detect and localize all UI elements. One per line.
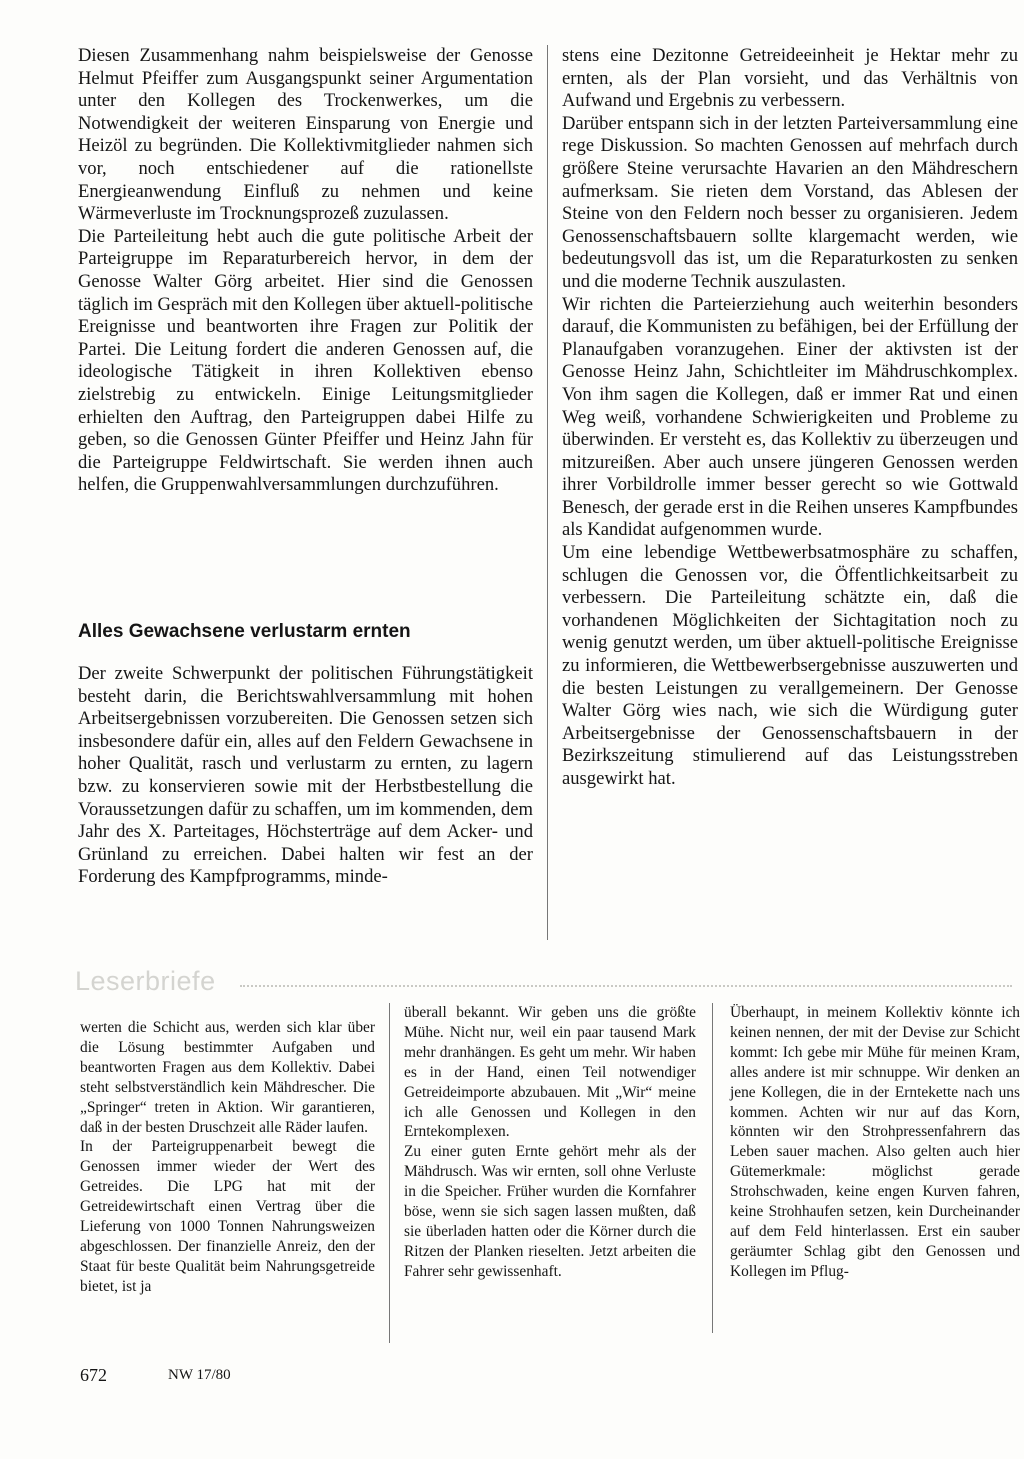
- paragraph: Diesen Zusammenhang nahm beispielsweise der Genosse Helmut Pfeiffer zum Ausgangspunkt seiner Argumentation unter den Kollegen des Trockenwerkes, um die Notwendigkeit der weiteren Einsparung von Energie und Heizöl zu begründen. Die Kollektivmitglieder nahmen sich vor, noch entschiedener auf die rationellste Energieanwendung Einfluß zu nehmen und keine Wärmeverluste im Trocknungsprozeß zuzulassen.: [78, 45, 533, 225]
- column-divider: [712, 1003, 713, 1333]
- paragraph: In der Parteigruppenarbeit bewegt die Genossen immer wieder der Wert des Getreides. Die LPG hat mit der Getreidewirtschaft einen Vertrag über die Lieferung von 1000 Tonnen Nahrungsweizen abgeschlossen. Der finanzielle Anreiz, den der Staat für beste Qualität beim Nahrungsgetreide bietet, ist ja: [80, 1138, 375, 1295]
- paragraph: Darüber entspann sich in der letzten Parteiversammlung eine rege Diskussion. So machten Genossen auf mehrfach durch größere Steine verursachte Havarien an den Mähdreschern aufmerksam. Sie rieten dem Vorstand, das Ablesen der Steine von den Feldern noch besser zu organisieren. Jedem Genossenschaftsbauern sollte klargemacht werden, wie bedeutungsvoll das ist, um die Reparaturkosten zu senken und die moderne Technik auszulasten.: [562, 112, 1018, 292]
- letters-column-2: [404, 1003, 696, 1282]
- paragraph: Der zweite Schwerpunkt der politischen Führungstätigkeit besteht darin, die Berichtswahlversammlung mit hohen Arbeitsergebnissen vorzubereiten. Die Genossen setzen sich insbesondere dafür ein, alles auf den Feldern Gewachsene in hoher Qualität, rasch und verlustarm zu ernten, zu lagern bzw. zu konservieren sowie mit der Herbstbestellung die Voraussetzungen dafür zu schaffen, um im kommenden, dem Jahr des X. Parteitages, Höchsterträge auf dem Acker- und Grünland zu erreichen. Dabei halten wir fest an der Forderung des Kampfprogramms, minde-: [78, 663, 533, 888]
- article-column-2: [562, 45, 1018, 791]
- article-column-1: [78, 45, 533, 497]
- letters-column-3: [730, 1003, 1020, 1282]
- paragraph: stens eine Dezitonne Getreideeinheit je Hektar mehr zu ernten, als der Plan vorsieht, und das Verhältnis von Aufwand und Ergebnis zu verbessern.: [562, 45, 1018, 112]
- section-rule: [240, 985, 1012, 987]
- article-column-1-continued: [78, 663, 533, 889]
- paragraph: Wir richten die Parteierziehung auch weiterhin besonders darauf, die Kommunisten zu befähigen, bei der Erfüllung der Planaufgaben voranzugehen. Einer der aktivsten ist der Genosse Heinz Jahn, Schichtleiter im Mähdruschkomplex. Von ihm sagen die Kollegen, daß er immer Rat und einen Weg weiß, vorhandene Schwierigkeiten und Probleme zu überwinden. Er versteht es, das Kollektiv zu überzeugen und mitzureißen. Aber auch unsere jüngeren Genossen werden ihrer Vorbildrolle immer besser gerecht so wie Gottwald Benesch, der gerade erst in die Reihen unseres Kampfbundes als Kandidat aufgenommen wurde.: [562, 293, 1018, 541]
- paragraph: werten die Schicht aus, werden sich klar über die Lösung bestimmter Aufgaben und beantworten Fragen aus dem Kollektiv. Dabei steht selbstverständlich kein Mähdrescher. Die „Springer“ treten in Aktion. Wir garantieren, daß in der besten Druschzeit alle Räder laufen.: [80, 1019, 375, 1136]
- paragraph: überall bekannt. Wir geben uns die größte Mühe. Nicht nur, weil ein paar tausend Mark mehr dranhängen. Es geht um mehr. Wir haben es in der Hand, einen Teil notwendiger Getreideimporte abzubauen. Mit „Wir“ meine ich alle Genossen und Kollegen in den Erntekomplexen.: [404, 1004, 696, 1141]
- page-number: 672: [80, 1365, 107, 1385]
- paragraph: Überhaupt, in meinem Kollektiv könnte ich keinen nennen, der mit der Devise zur Schicht kommt: Ich gebe mir Mühe für meinen Kram, alles andere ist mir schnuppe. Wir denken an jene Kollegen, die in der Erntekette nach uns kommen. Achten wir nur auf das Korn, könnten wir den Strohpressenfahrern das Leben sauer machen. Also gelten auch hier Gütemerkmale: möglichst gerade Strohschwaden, keine engen Kurven fahren, keine Strohhaufen setzen, kein Durcheinander auf dem Feld hinterlassen. Erst ein sauber geräumter Schlag gibt den Genossen und Kollegen im Pflug-: [730, 1004, 1020, 1280]
- letters-column-1: [80, 1018, 375, 1297]
- paragraph: Zu einer guten Ernte gehört mehr als der Mähdrusch. Was wir ernten, soll ohne Verluste in die Speicher. Früher wurden die Kornfahrer böse, wenn sie sich sagen lassen mußten, daß sie überladen hatten oder die Körner durch die Ritzen der Planken rieselten. Jetzt arbeiten die Fahrer sehr gewissenhaft.: [404, 1143, 696, 1280]
- column-divider: [389, 1003, 390, 1343]
- paragraph: Die Parteileitung hebt auch die gute politische Arbeit der Parteigruppe im Reparaturbereich hervor, in dem der Genosse Walter Görg arbeitet. Hier sind die Genossen täglich im Gespräch mit den Kollegen über aktuell-politische Ereignisse und beantworten ihre Fragen zur Politik der Partei. Die Leitung fordert die anderen Genossen auf, die ideologische Tätigkeit in ihren Kollektiven ebenso zielstrebig zu entwickeln. Einige Leitungsmitglieder erhielten den Auftrag, den Parteigruppen dabei Hilfe zu geben, so die Genossen Günter Pfeiffer und Heinz Jahn für die Parteigruppe Feldwirtschaft. Sie werden ihnen auch helfen, die Gruppenwahlversammlungen durchzuführen.: [78, 225, 533, 496]
- column-divider: [547, 45, 548, 940]
- section-label-leserbriefe: Leserbriefe: [75, 966, 216, 996]
- issue-reference: NW 17/80: [168, 1367, 231, 1383]
- section-heading: Alles Gewachsene verlustarm ernten: [78, 621, 411, 642]
- paragraph: Um eine lebendige Wettbewerbsatmosphäre zu schaffen, schlugen die Genossen vor, die Öffentlichkeitsarbeit zu verbessern. Die Parteileitung schätzte ein, daß die vorhandenen Möglichkeiten der Sichtagitation noch zu wenig genutzt werden, um über aktuell-politische Ereignisse zu informieren, die Wettbewerbsergebnisse auszuwerten und die besten Leistungen zu verallgemeinern. Der Genosse Walter Görg wies nach, wie sich die Würdigung guter Arbeitsergebnisse der Genossenschaftsbauern in der Bezirkszeitung stimulierend auf das Leistungsstreben ausgewirkt hat.: [562, 542, 1018, 789]
